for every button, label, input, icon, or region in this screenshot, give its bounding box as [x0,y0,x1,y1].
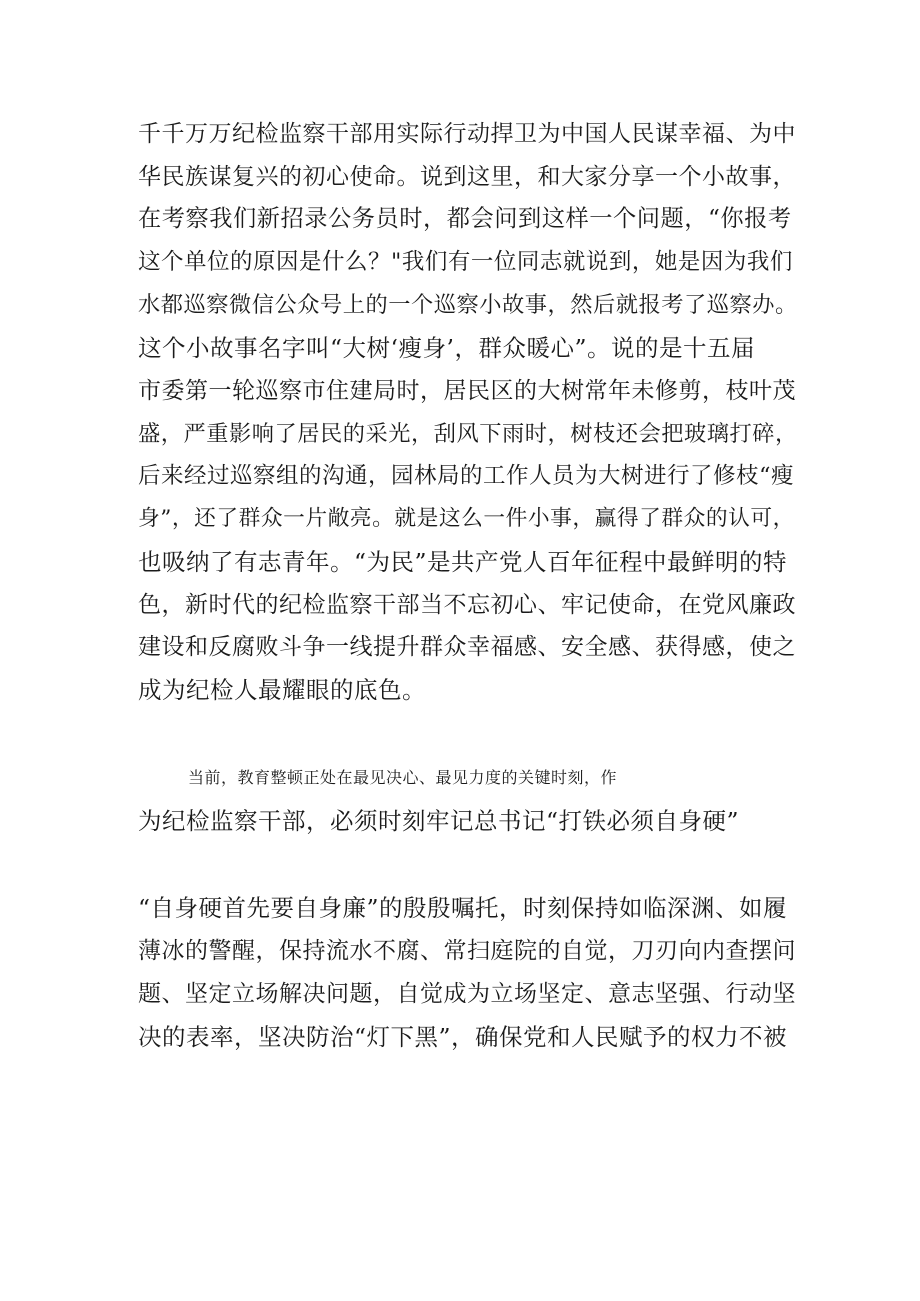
text-line: 市委第一轮巡察市住建局时，居民区的大树常年未修剪，枝叶茂 [138,378,796,404]
text-line: “自身硬首先要自身廉”的殷殷嘱托，时刻保持如临深渊、如履 [138,894,788,922]
text-line: 在考察我们新招录公务员时，都会问到这样一个问题，“你报考 [138,205,792,232]
text-line: 题、坚定立场解决问题，自觉成为立场坚定、意志坚强、行动坚 [138,981,796,1007]
text-line: 薄冰的警醒，保持流水不腐、常扫庭院的自觉，刀刃向内查摆问 [138,938,796,964]
text-line: 也吸纳了有志青年。“为民”是共产党人百年征程中最鲜明的特 [138,548,788,576]
text-line: 为纪检监察干部，必须时刻牢记总书记“打铁必须自身硬” [138,807,740,835]
text-line: 千千万万纪检监察干部用实际行动捍卫为中国人民谋幸福、为中 [138,121,796,147]
text-line: 华民族谋复兴的初心使命。说到这里，和大家分享一个小故事， [138,164,796,190]
text-line: 当前，教育整顿正处在最见决心、最见力度的关键时刻，作 [188,768,618,787]
text-line: 决的表率，坚决防治“灯下黑”，确保党和人民赋予的权力不被 [138,1023,788,1051]
text-line: 后来经过巡察组的沟通，园林局的工作人员为大树进行了修枝“瘦 [138,463,795,489]
text-line: 这个单位的原因是什么？"我们有一位同志就说到，她是因为我们 [138,249,793,275]
text-line: 建设和反腐败斗争一线提升群众幸福感、安全感、获得感，使之 [138,634,796,660]
text-line: 盛，严重影响了居民的采光，刮风下雨时，树枝还会把玻璃打碎， [138,421,798,447]
text-line: 这个小故事名字叫“大树‘瘦身’，群众暖心”。说的是十五届 [138,334,755,362]
text-line: 身”，还了群众一片敞亮。就是这么一件小事，赢得了群众的认可， [138,506,795,531]
text-line: 色，新时代的纪检监察干部当不忘初心、牢记使命，在党风廉政 [138,592,796,618]
text-line: 成为纪检人最耀眼的底色。 [138,676,426,704]
text-line: 水都巡察微信公众号上的一个巡察小故事，然后就报考了巡察办。 [138,292,798,318]
